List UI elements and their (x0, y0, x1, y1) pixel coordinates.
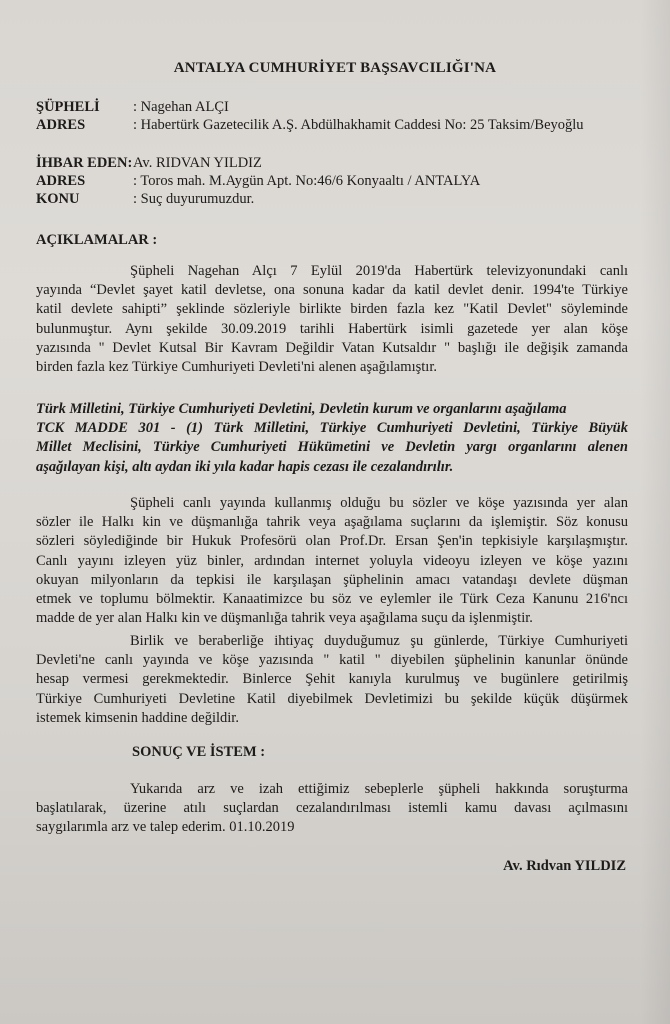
paragraph-accusation (36, 494, 628, 628)
paragraph-line: etmek ve toplumu bölmektir. Kanaatimizce bu söz ve eylemler ile Türk Ceza Kanunu 216'ncı (36, 591, 628, 608)
document-title: ANTALYA CUMHURİYET BAŞSAVCILIĞI'NA (173, 60, 497, 76)
complainant-value: Av. RIDVAN YILDIZ (133, 155, 262, 171)
section-heading-explanations: AÇIKLAMALAR : (36, 232, 158, 248)
suspect-address-label: ADRES (36, 117, 86, 133)
paragraph-conclusion (36, 780, 628, 838)
paragraph-line: birden fazla kez Türkiye Cumhuriyeti Devleti'ni alenen aşağılamıştır. (36, 359, 437, 376)
subject-label: KONU (36, 191, 80, 207)
page-shadow (640, 0, 670, 1024)
paragraph-line: Türkiye Cumhuriyeti Devletine Katil diyebilmek Devletimizi bu şekilde küçük düşürmek (36, 690, 628, 707)
law-line: Türk Milletini, Türkiye Cumhuriyeti Devletini, Devletin kurum ve organlarını aşağılama (36, 401, 567, 417)
paragraph-line: okuyan milyonların da tepkisi ile karşılaşan şüphelinin amacı vatandaşı devlete düşman (36, 571, 628, 588)
paragraph-line: Devleti'ne canlı yayında ve köşe yazısında " katil " diyebilen şüphelinin kanunlar önünde (36, 652, 628, 669)
paragraph-unity (36, 632, 628, 728)
paragraph-line: bulunmuştur. Aynı şekilde 30.09.2019 tarihli Habertürk isimli gazetede yer alan köşe (36, 320, 628, 337)
paragraph-line: Şüpheli canlı yayında kullanmış olduğu bu sözler ve köşe yazısında yer alan (130, 495, 628, 511)
suspect-value: : Nagehan ALÇI (133, 99, 229, 115)
paragraph-line: sözleri söylediğinde bir Hukuk Profesörü olan Prof.Dr. Ersan Şen'in tepkisiyle karşılaşmıştır. (36, 533, 628, 550)
paragraph-line: Canlı yayını izleyen yüz binler, ardından internet yoluyla videoyu izleyen ve köşe yazını (36, 552, 628, 569)
suspect-label: ŞÜPHELİ (36, 99, 100, 115)
paragraph-line: istemek kimsenin haddine değildir. (36, 709, 239, 726)
complainant-address-value: : Toros mah. M.Aygün Apt. No:46/6 Konyaaltı / ANTALYA (133, 173, 481, 189)
law-article-paragraph (36, 400, 628, 477)
paragraph-line: hesap vermesi gerekmektedir. Binlerce Şehit kanıyla kurulmuş ve bugünlere getirilmiş (36, 671, 628, 688)
complainant-address-label: ADRES (36, 173, 86, 189)
paragraph-line: Yukarıda arz ve izah ettiğimiz sebeplerle şüpheli hakkında soruşturma (130, 781, 628, 797)
suspect-address-value: : Habertürk Gazetecilik A.Ş. Abdülhakhamit Caddesi No: 25 Taksim/Beyoğlu (133, 117, 584, 133)
paragraph-line: yazısında " Devlet Kutsal Bir Kavram Değildir Vatan Kutsaldır " başlığı ile değişik zamanda (36, 339, 628, 356)
law-line: TCK MADDE 301 - (1) Türk Milletini, Türkiye Cumhuriyeti Devletini, Türkiye Büyük (36, 420, 628, 437)
paragraph-line: başlatılarak, üzerine atılı suçlardan cezalandırılması istemli kamu davası açılmasını (36, 800, 628, 817)
subject-value: : Suç duyurumuzdur. (133, 191, 255, 207)
paragraph-line: madde de yer alan Halkı kin ve düşmanlığa tahrik veya aşağılama suçu da işlenmiştir. (36, 610, 533, 627)
law-line: Millet Meclisini, Türkiye Cumhuriyeti Hükümetini ve Devletin yargı organlarını alenen (36, 439, 628, 456)
paragraph-line: Birlik ve beraberliğe ihtiyaç duyduğumuz şu günlerde, Türkiye Cumhuriyeti (130, 633, 628, 649)
complainant-label: İHBAR EDEN: (36, 155, 133, 171)
paragraph-line: yayında “Devlet şayet katil devletse, ona sonuna kadar da katil devlet denir. 1994'te Türkiye (36, 282, 628, 299)
paragraph-line: saygılarımla arz ve talep ederim. 01.10.2019 (36, 819, 295, 836)
paragraph-line: katil devlete sahipti” şeklinde sözleriyle birlikte birden fazla kez "Katil Devlet" söyleminde (36, 301, 628, 318)
law-line: aşağılayan kişi, altı aydan iki yıla kadar hapis cezası ile cezalandırılır. (36, 458, 454, 475)
paragraph-line: Şüpheli Nagehan Alçı 7 Eylül 2019'da Habertürk televizyonundaki canlı (130, 263, 628, 279)
section-heading-conclusion: SONUÇ VE İSTEM : (132, 744, 266, 760)
paragraph-line: sözler ile Halkı kin ve düşmanlığa tahrik veya aşağılama suçlarını da işlemiştir. Söz konusu (36, 514, 628, 531)
paragraph-explanation (36, 262, 628, 377)
signature-name: Av. Rıdvan YILDIZ (503, 858, 626, 874)
